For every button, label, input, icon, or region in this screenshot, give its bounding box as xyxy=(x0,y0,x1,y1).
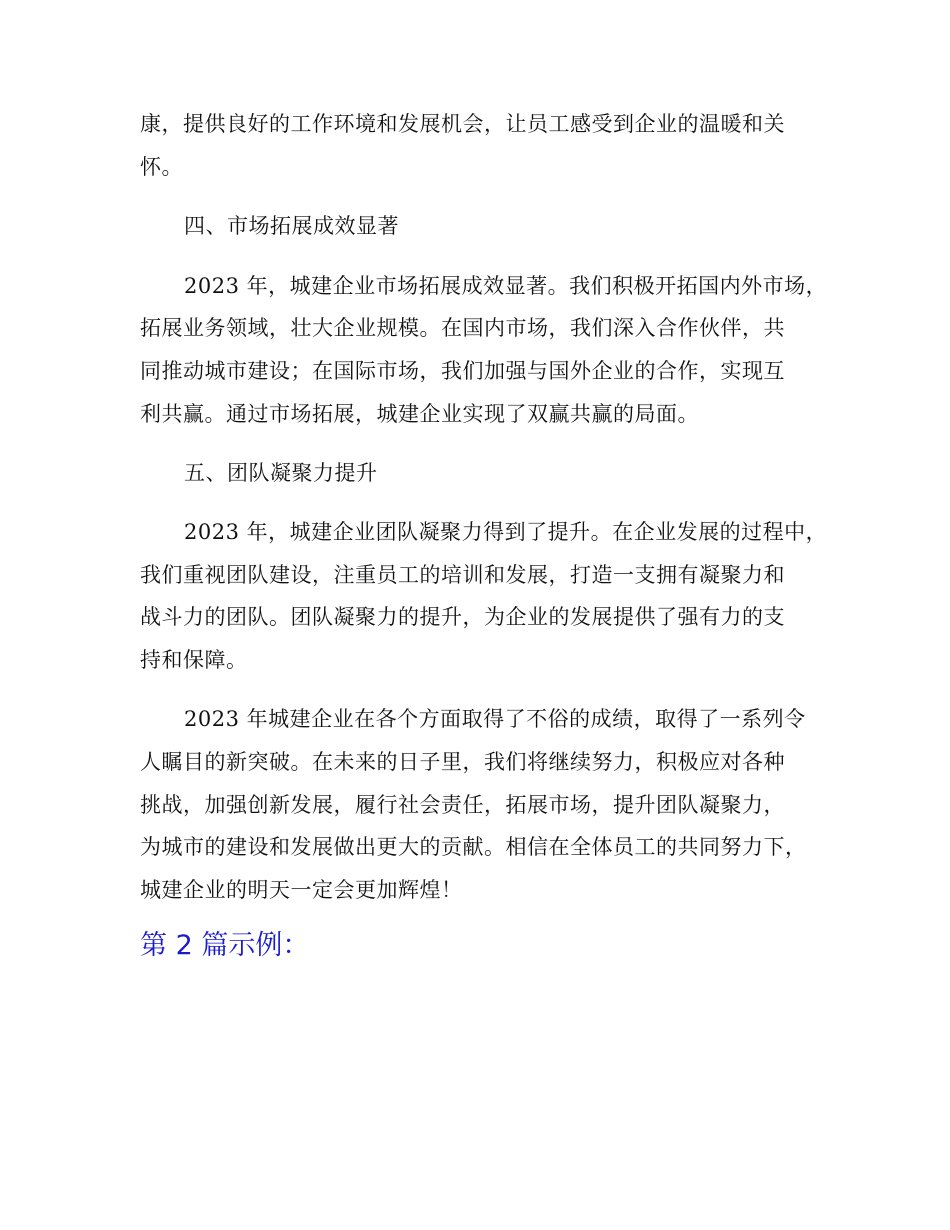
paragraph-line: 2023 年，城建企业团队凝聚力得到了提升。在企业发展的过程中， xyxy=(184,520,828,544)
paragraph-line: 同推动城市建设；在国际市场，我们加强与国外企业的合作，实现互 xyxy=(140,359,785,383)
paragraph-line: 持和保障。 xyxy=(140,648,248,672)
paragraph-line: 为城市的建设和发展做出更大的贡献。相信在全体员工的共同努力下， xyxy=(140,835,807,859)
paragraph-line: 城建企业的明天一定会更加辉煌！ xyxy=(140,878,463,902)
paragraph-line: 挑战，加强创新发展，履行社会责任，拓展市场，提升团队凝聚力， xyxy=(140,793,785,817)
paragraph-line: 我们重视团队建设，注重员工的培训和发展，打造一支拥有凝聚力和 xyxy=(140,563,785,587)
section-heading-5: 五、团队凝聚力提升 xyxy=(184,461,378,485)
paragraph-line: 拓展业务领域，壮大企业规模。在国内市场，我们深入合作伙伴，共 xyxy=(140,316,785,340)
section-heading-4: 四、市场拓展成效显著 xyxy=(184,214,399,238)
paragraph-line: 怀。 xyxy=(140,155,183,179)
paragraph-line: 2023 年，城建企业市场拓展成效显著。我们积极开拓国内外市场， xyxy=(184,274,828,298)
paragraph-line: 人瞩目的新突破。在未来的日子里，我们将继续努力，积极应对各种 xyxy=(140,750,785,774)
example-2-heading: 第 2 篇示例： xyxy=(140,930,310,961)
paragraph-line: 战斗力的团队。团队凝聚力的提升，为企业的发展提供了强有力的支 xyxy=(140,605,785,629)
paragraph-line: 康，提供良好的工作环境和发展机会，让员工感受到企业的温暖和关 xyxy=(140,112,785,136)
paragraph-line: 利共赢。通过市场拓展，城建企业实现了双赢共赢的局面。 xyxy=(140,402,699,426)
paragraph-line: 2023 年城建企业在各个方面取得了不俗的成绩，取得了一系列令 xyxy=(184,707,806,731)
